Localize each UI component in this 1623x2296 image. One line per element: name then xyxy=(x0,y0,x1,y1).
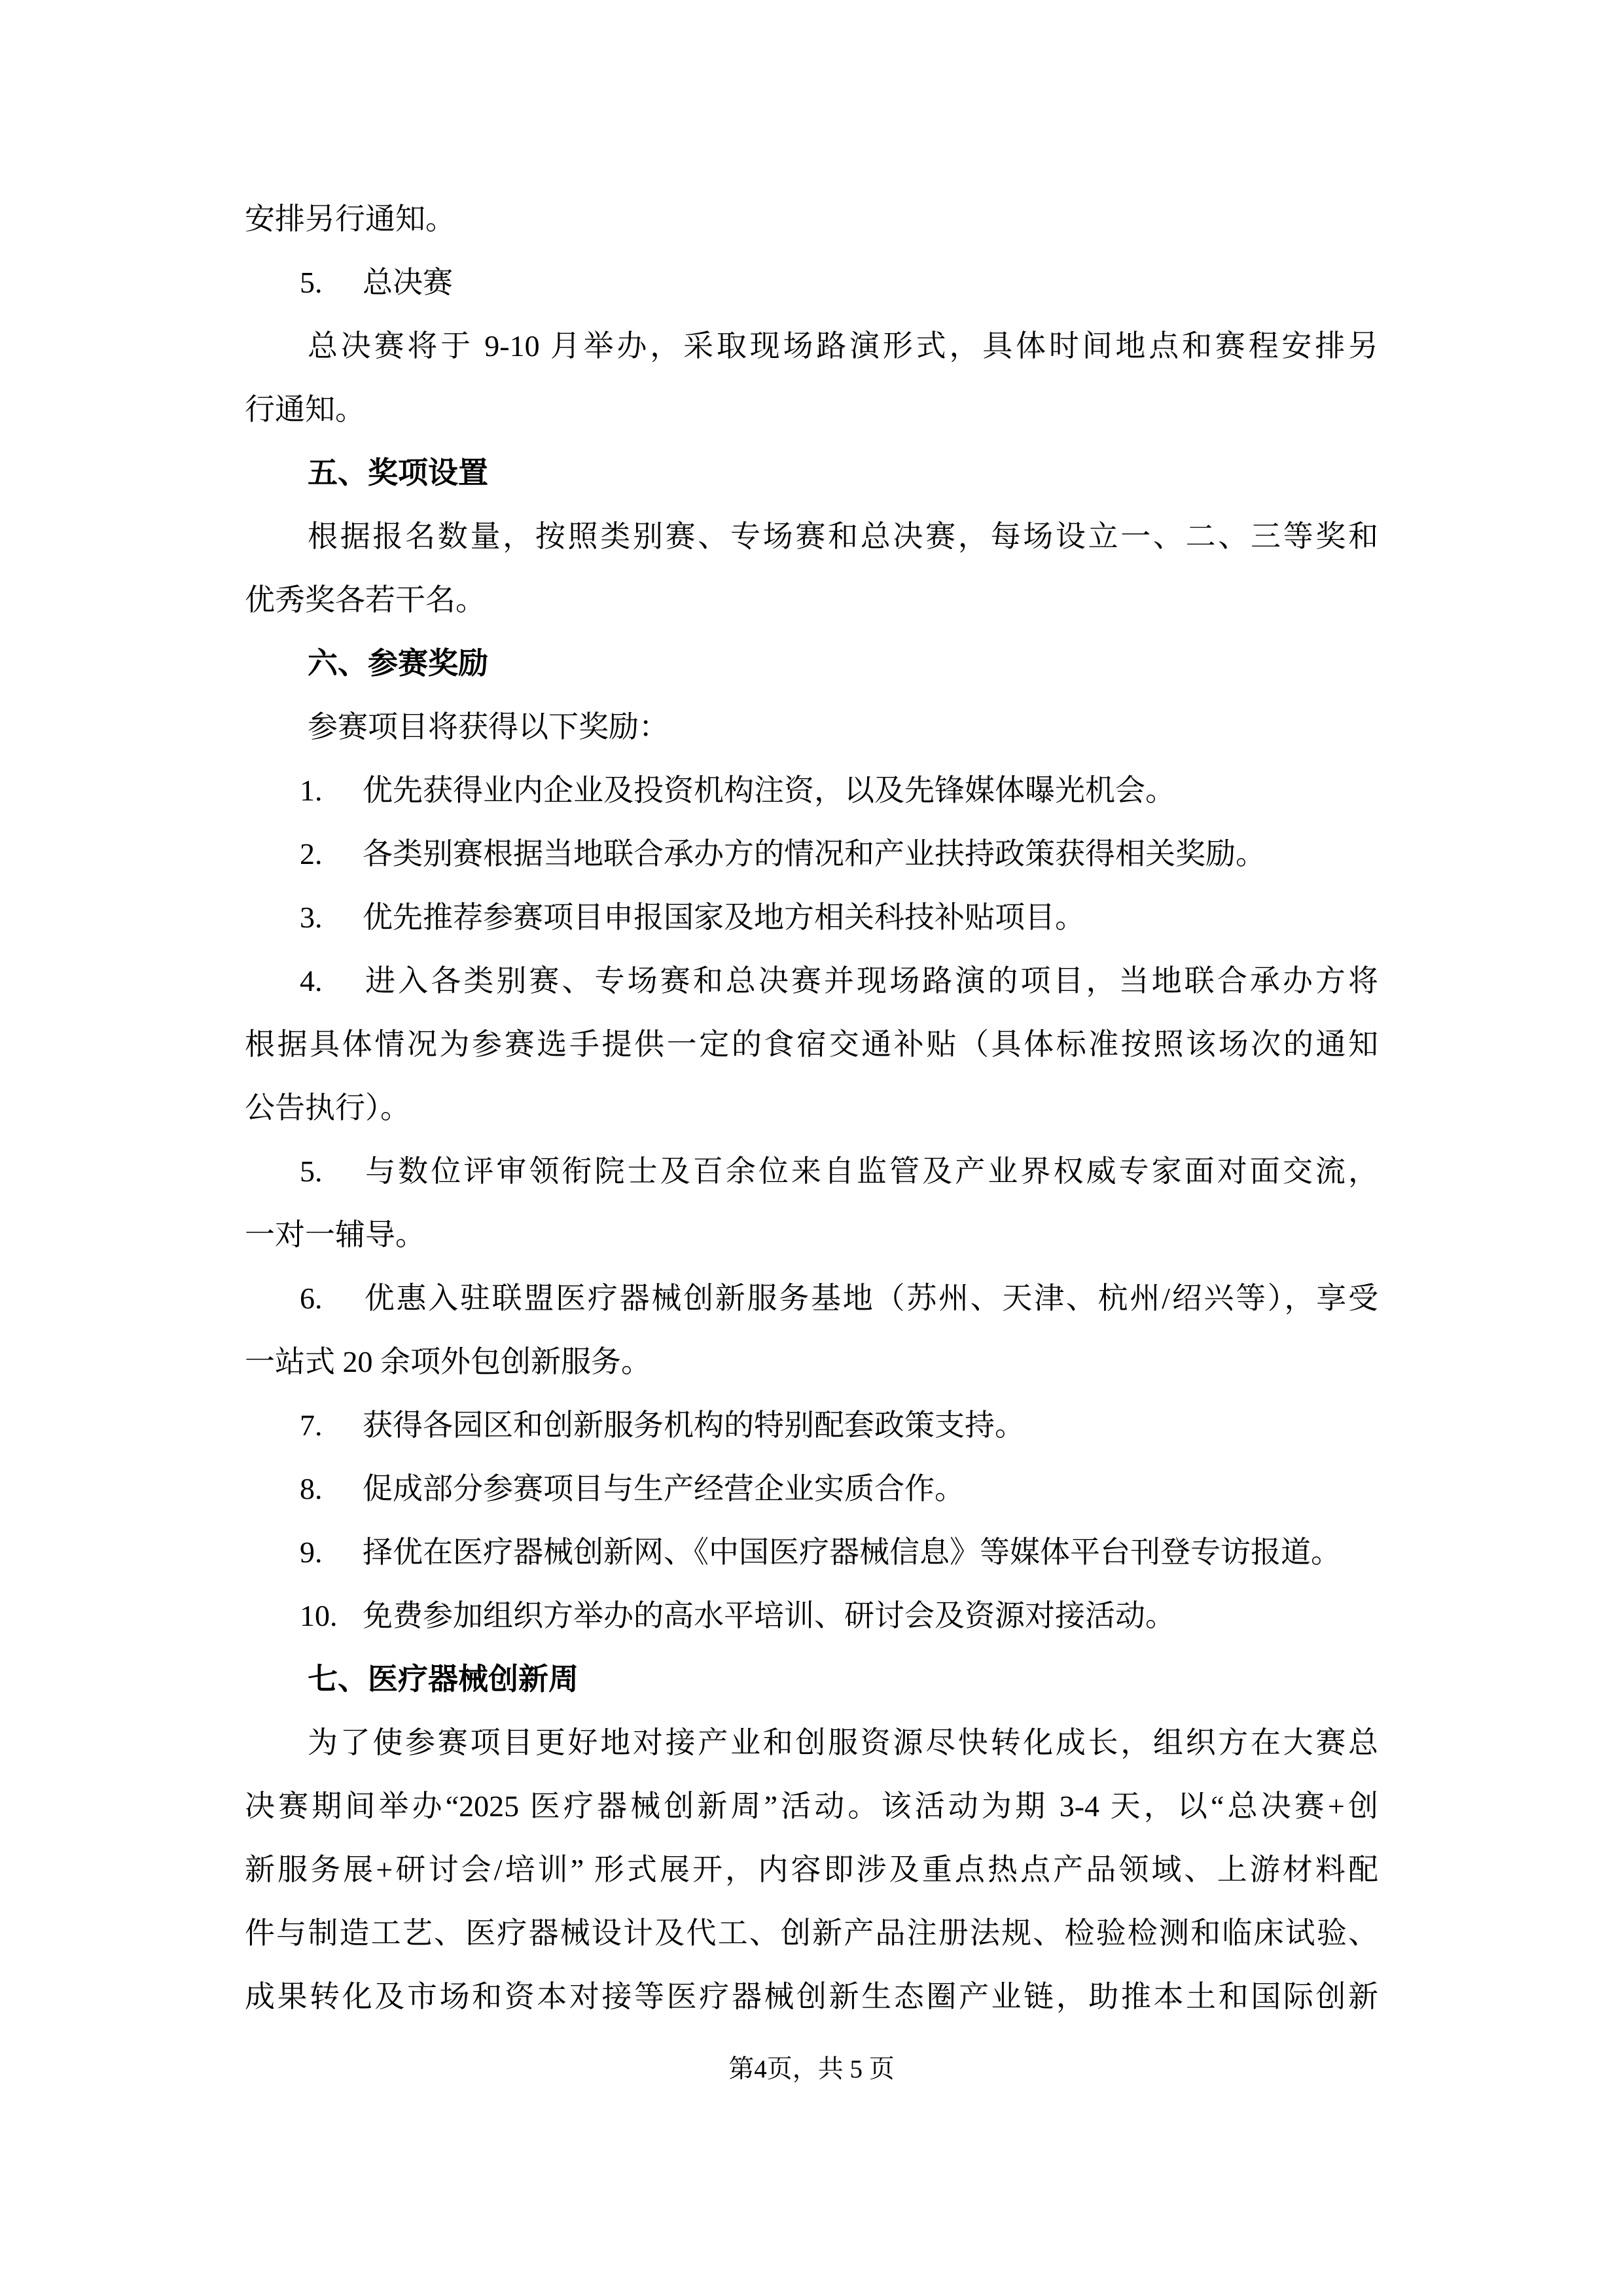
list-item xyxy=(245,886,1378,949)
list-number: 9. xyxy=(300,1535,323,1569)
list-number: 6. xyxy=(300,1282,323,1315)
text-line: 安排另行通知。 xyxy=(245,202,455,236)
list-item xyxy=(245,1393,1378,1457)
section-heading-participation-rewards: 六、参赛奖励 xyxy=(308,646,488,680)
list-number: 8. xyxy=(300,1472,323,1505)
list-number: 10. xyxy=(300,1599,338,1632)
text-line: 公告执行）。 xyxy=(245,1091,410,1124)
list-number: 5. xyxy=(300,266,323,299)
paragraph-line: 总决赛将于 9-10 月举办，采取现场路演形式，具体时间地点和赛程安排另 xyxy=(308,329,1378,363)
text-line: 新服务展+研讨会/培训” 形式展开，内容即涉及重点热点产品领域、上游材料配 xyxy=(245,1853,1378,1886)
text-line: 件与制造工艺、医疗器械设计及代工、创新产品注册法规、检验检测和临床试验、 xyxy=(245,1916,1378,1950)
document-body xyxy=(245,187,1378,2028)
section-heading-awards-setup: 五、奖项设置 xyxy=(308,456,488,490)
list-item xyxy=(245,1266,1378,1330)
list-item-text: 与数位评审领衔院士及百余位来自监管及产业界权威专家面对面交流， xyxy=(363,1155,1378,1188)
text-line: 根据具体情况为参赛选手提供一定的食宿交通补贴（具体标准按照该场次的通知 xyxy=(245,1028,1378,1061)
list-number: 2. xyxy=(300,837,323,870)
text-line: 决赛期间举办“2025 医疗器械创新周”活动。该活动为期 3-4 天，以“总决赛+创 xyxy=(245,1789,1378,1823)
list-item-text: 优先推荐参赛项目申报国家及地方相关科技补贴项目。 xyxy=(363,901,1085,934)
page-footer: 第4页，共 5 页 xyxy=(728,2055,895,2083)
list-number: 3. xyxy=(300,901,323,934)
list-number: 1. xyxy=(300,774,323,807)
text-line: 优秀奖各若干名。 xyxy=(245,583,486,617)
list-item xyxy=(245,1457,1378,1520)
paragraph-line: 参赛项目将获得以下奖励： xyxy=(308,710,669,744)
list-number: 7. xyxy=(300,1408,323,1442)
list-item xyxy=(245,949,1378,1013)
list-item-text: 优先获得业内企业及投资机构注资，以及先锋媒体曝光机会。 xyxy=(363,774,1175,807)
text-line: 行通知。 xyxy=(245,393,365,426)
paragraph-line: 根据报名数量，按照类别赛、专场赛和总决赛，每场设立一、二、三等奖和 xyxy=(308,520,1378,553)
text-line: 一对一辅导。 xyxy=(245,1218,425,1251)
list-item-text: 择优在医疗器械创新网、《中国医疗器械信息》等媒体平台刊登专访报道。 xyxy=(363,1535,1341,1569)
list-item xyxy=(245,1584,1378,1647)
list-item-text: 免费参加组织方举办的高水平培训、研讨会及资源对接活动。 xyxy=(363,1599,1175,1632)
list-item xyxy=(245,1139,1378,1203)
list-item-text: 促成部分参赛项目与生产经营企业实质合作。 xyxy=(363,1472,965,1505)
section-heading-innovation-week: 七、医疗器械创新周 xyxy=(308,1662,579,1696)
text-line: 一站式 20 余项外包创新服务。 xyxy=(245,1345,651,1378)
list-item xyxy=(245,759,1378,822)
list-item xyxy=(245,1520,1378,1584)
list-item xyxy=(245,822,1378,886)
paragraph-line: 为了使参赛项目更好地对接产业和创服资源尽快转化成长，组织方在大赛总 xyxy=(308,1726,1378,1759)
text-line: 成果转化及市场和资本对接等医疗器械创新生态圈产业链，助推本土和国际创新 xyxy=(245,1980,1378,2013)
list-item-text: 总决赛 xyxy=(363,266,453,299)
list-number: 4. xyxy=(300,964,323,997)
list-number: 5. xyxy=(300,1155,323,1188)
list-item-text: 优惠入驻联盟医疗器械创新服务基地（苏州、天津、杭州/绍兴等），享受 xyxy=(363,1282,1378,1315)
list-item xyxy=(245,251,1378,314)
list-item-text: 各类别赛根据当地联合承办方的情况和产业扶持政策获得相关奖励。 xyxy=(363,837,1266,870)
list-item-text: 进入各类别赛、专场赛和总决赛并现场路演的项目，当地联合承办方将 xyxy=(363,964,1378,997)
list-item-text: 获得各园区和创新服务机构的特别配套政策支持。 xyxy=(363,1408,1025,1442)
